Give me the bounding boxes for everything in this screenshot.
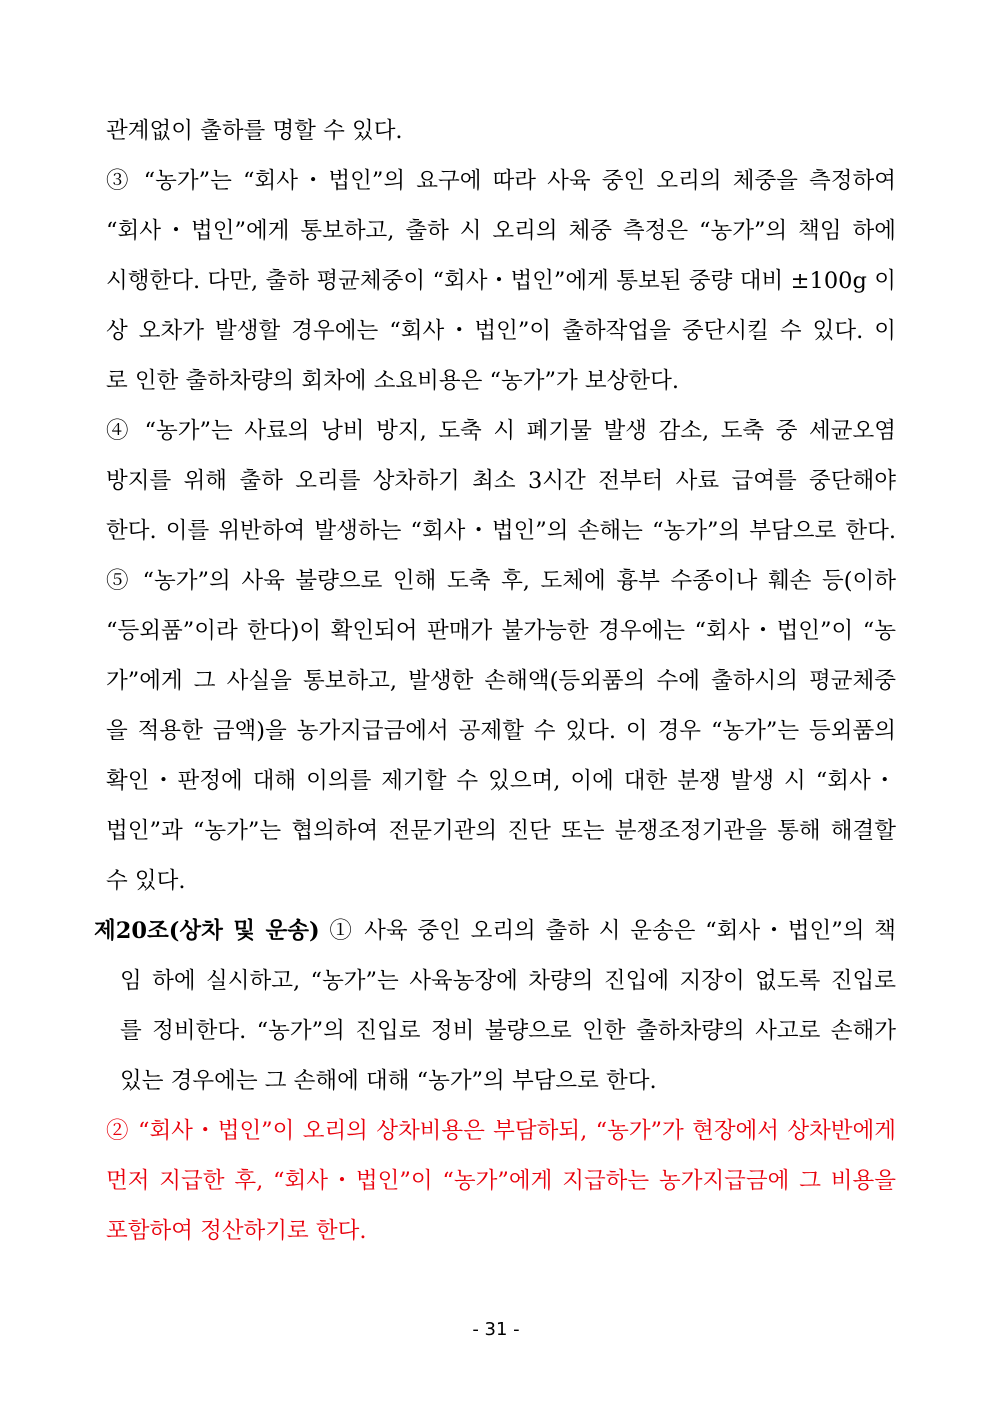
text-line: 를 정비한다. “농가”의 진입로 정비 불량으로 인한 출하차량의 사고로 손해가 xyxy=(120,1018,896,1044)
red-text-line: 먼저 지급한 후, “회사・법인”이 “농가”에게 지급하는 농가지급금에 그 비용을 xyxy=(106,1168,896,1194)
text-line: 방지를 위해 출하 오리를 상차하기 최소 3시간 전부터 사료 급여를 중단해야 xyxy=(106,468,896,494)
text-line: 가”에게 그 사실을 통보하고, 발생한 손해액(등외품의 수에 출하시의 평균체중 xyxy=(106,668,896,694)
text-line: 상 오차가 발생할 경우에는 “회사・법인”이 출하작업을 중단시킬 수 있다. 이 xyxy=(106,318,896,344)
text-line: 있는 경우에는 그 손해에 대해 “농가”의 부담으로 한다. xyxy=(120,1068,657,1094)
text-line: 임 하에 실시하고, “농가”는 사육농장에 차량의 진입에 지장이 없도록 진입로 xyxy=(120,968,896,994)
text-line: ⑤ “농가”의 사육 불량으로 인해 도축 후, 도체에 흉부 수종이나 훼손 등(이하 xyxy=(106,568,896,594)
text-line: ④ “농가”는 사료의 낭비 방지, 도축 시 폐기물 발생 감소, 도축 중 세균오염 xyxy=(106,418,896,444)
article-20-first-line xyxy=(94,916,896,946)
article-heading: 제20조(상차 및 운송) xyxy=(94,918,320,944)
text-line: 을 적용한 금액)을 농가지급금에서 공제할 수 있다. 이 경우 “농가”는 등외품의 xyxy=(106,718,896,744)
text-line: 로 인한 출하차량의 회차에 소요비용은 “농가”가 보상한다. xyxy=(106,368,679,394)
text-line: ③ “농가”는 “회사・법인”의 요구에 따라 사육 중인 오리의 체중을 측정하여 xyxy=(106,168,896,194)
text-line: 법인”과 “농가”는 협의하여 전문기관의 진단 또는 분쟁조정기관을 통해 해결할 xyxy=(106,818,896,844)
text-line: “등외품”이라 한다)이 확인되어 판매가 불가능한 경우에는 “회사・법인”이 “농 xyxy=(106,618,896,644)
article-text: ① 사육 중인 오리의 출하 시 운송은 “회사・법인”의 책 xyxy=(319,918,896,944)
red-text-line: 포함하여 정산하기로 한다. xyxy=(106,1218,367,1244)
red-text-line: ② “회사・법인”이 오리의 상차비용은 부담하되, “농가”가 현장에서 상차반에게 xyxy=(106,1118,896,1144)
text-line: 한다. 이를 위반하여 발생하는 “회사・법인”의 손해는 “농가”의 부담으로 한다. xyxy=(106,518,896,544)
text-line: “회사・법인”에게 통보하고, 출하 시 오리의 체중 측정은 “농가”의 책임 하에 xyxy=(106,218,896,244)
text-line: 확인・판정에 대해 이의를 제기할 수 있으며, 이에 대한 분쟁 발생 시 “회사・ xyxy=(106,768,896,794)
text-line: 시행한다. 다만, 출하 평균체중이 “회사・법인”에게 통보된 중량 대비 ±100g 이 xyxy=(106,268,896,294)
page-number: - 31 - xyxy=(472,1319,520,1340)
text-line: 수 있다. xyxy=(106,868,186,894)
text-line: 관계없이 출하를 명할 수 있다. xyxy=(106,118,403,144)
